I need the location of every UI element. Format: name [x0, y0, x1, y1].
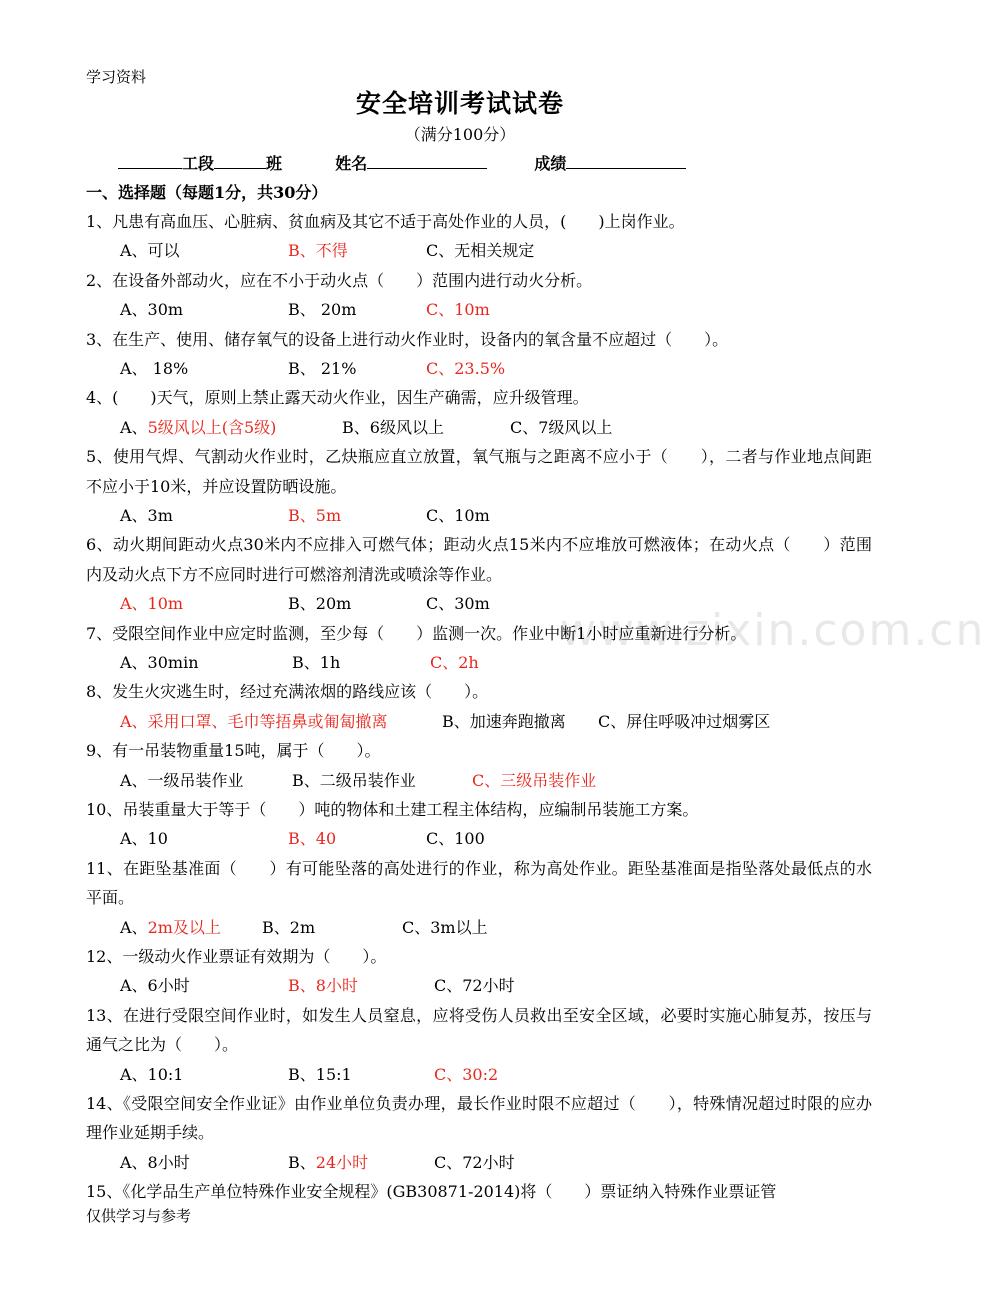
question-text: 9、有一吊装物重量15吨，属于（ ）。	[86, 741, 381, 761]
option-b[interactable]: B、二级吊装作业	[292, 770, 416, 790]
option-a[interactable]: A、6小时	[120, 976, 190, 996]
question-text: 4、( )天气，原则上禁止露天动火作业，因生产确需，应升级管理。	[86, 388, 589, 408]
option-b[interactable]: B、24小时	[288, 1152, 369, 1172]
option-c[interactable]: C、屏住呼吸冲过烟雾区	[598, 711, 771, 731]
option-a[interactable]: A、3m	[120, 506, 173, 525]
option-b[interactable]: B、不得	[288, 241, 348, 261]
option-b[interactable]: B、1h	[292, 653, 341, 672]
question-options	[86, 501, 872, 530]
watermark: www.zixin.com.cn	[560, 605, 985, 656]
name-label: 姓名	[335, 154, 368, 173]
ban-blank[interactable]	[214, 150, 266, 169]
option-a[interactable]: A、8小时	[120, 1152, 190, 1172]
question-text: 14、《受限空间安全作业证》由作业单位负责办理，最长作业时限不应超过（ ），特殊情况超过时限的应办理作业延期手续。	[86, 1093, 872, 1143]
option-c[interactable]: C、无相关规定	[426, 241, 535, 261]
option-c[interactable]: C、10m	[426, 300, 490, 320]
name-blank[interactable]	[367, 150, 487, 169]
option-a[interactable]: A、10	[120, 829, 168, 849]
option-b[interactable]: B、6级风以上	[342, 417, 444, 437]
option-a[interactable]: A、采用口罩、毛巾等捂鼻或匍匐撤离	[120, 711, 388, 731]
question-options	[86, 824, 872, 853]
option-b[interactable]: B、加速奔跑撤离	[442, 711, 566, 731]
option-c[interactable]: C、30:2	[434, 1064, 499, 1084]
question-text: 12、一级动火作业票证有效期为（ ）。	[86, 946, 387, 966]
option-c[interactable]: C、7级风以上	[510, 417, 613, 437]
option-a[interactable]: A、30min	[120, 653, 199, 672]
question-text: 15、《化学品生产单位特殊作业安全规程》(GB30871-2014)将（ ）票证纳入特殊作业票证管	[86, 1182, 777, 1202]
score-label: 成绩	[534, 154, 567, 173]
option-a[interactable]: A、一级吊装作业	[120, 770, 244, 790]
question-text: 2、在设备外部动火，应在不小于动火点（ ）范围内进行动火分析。	[86, 270, 593, 290]
question-text: 5、使用气焊、气割动火作业时，乙炔瓶应直立放置，氧气瓶与之距离不应小于（ ），二者与作业地点间距不应小于10米，并应设置防晒设施。	[86, 447, 872, 496]
footer-note: 仅供学习与参考	[86, 1207, 192, 1225]
option-c[interactable]: C、2h	[430, 653, 479, 672]
option-c[interactable]: C、3m以上	[402, 917, 488, 937]
question-options	[86, 354, 872, 383]
option-a[interactable]: A、5级风以上(含5级)	[120, 417, 277, 437]
question-options	[86, 1148, 872, 1177]
question-options	[86, 971, 872, 1000]
option-b[interactable]: B、8小时	[288, 976, 358, 996]
option-b[interactable]: B、 21%	[288, 359, 357, 378]
option-a[interactable]: A、30m	[120, 300, 184, 320]
question-text: 7、受限空间作业中应定时监测，至少每（ ）监测一次。作业中断1小时应重新进行分析。	[86, 623, 747, 643]
question-list	[86, 207, 872, 1207]
question-text: 3、在生产、使用、储存氧气的设备上进行动火作业时，设备内的氧含量不应超过（ ）。	[86, 329, 729, 349]
question-options	[86, 589, 872, 618]
question-options	[86, 295, 872, 324]
option-c[interactable]: C、100	[426, 829, 485, 849]
question-options	[86, 766, 872, 795]
exam-info-line	[118, 150, 686, 174]
question-text: 6、动火期间距动火点30米内不应排入可燃气体；距动火点15米内不应堆放可燃液体；在动火点（ ）范围内及动火点下方不应同时进行可燃溶剂清洗或喷涂等作业。	[86, 535, 872, 584]
question-options	[86, 913, 872, 942]
option-c[interactable]: C、72小时	[434, 976, 515, 996]
option-b[interactable]: B、40	[288, 829, 337, 849]
question-options	[86, 648, 872, 677]
score-blank[interactable]	[566, 150, 686, 169]
page-title: 安全培训考试试卷	[355, 89, 564, 118]
gongduan-blank[interactable]	[118, 150, 182, 169]
option-a[interactable]: A、10m	[120, 594, 184, 614]
option-b[interactable]: B、20m	[288, 594, 352, 614]
question-options	[86, 236, 872, 265]
question-options	[86, 707, 872, 736]
question-options	[86, 1060, 872, 1089]
page-subtitle: （满分100分）	[404, 125, 516, 144]
option-b[interactable]: B、2m	[262, 917, 316, 937]
option-a[interactable]: A、 18%	[120, 359, 189, 378]
question-text: 1、凡患有高血压、心脏病、贫血病及其它不适于高处作业的人员，( )上岗作业。	[86, 212, 685, 231]
option-c[interactable]: C、30m	[426, 594, 490, 614]
option-b[interactable]: B、15:1	[288, 1064, 352, 1084]
option-c[interactable]: C、10m	[426, 506, 490, 525]
option-a[interactable]: A、可以	[120, 241, 180, 261]
question-options	[86, 413, 872, 442]
option-c[interactable]: C、三级吊装作业	[472, 770, 597, 790]
question-text: 10、吊装重量大于等于（ ）吨的物体和土建工程主体结构，应编制吊装施工方案。	[86, 799, 699, 819]
section-title: 一、选择题（每题1分，共30分）	[86, 183, 328, 202]
option-b[interactable]: B、 20m	[288, 300, 357, 320]
header-note: 学习资料	[86, 68, 147, 86]
ban-label: 班	[266, 154, 283, 173]
gongduan-label: 工段	[182, 154, 215, 173]
option-c[interactable]: C、72小时	[434, 1152, 515, 1172]
option-a[interactable]: A、2m及以上	[120, 917, 221, 937]
option-a[interactable]: A、10:1	[120, 1064, 184, 1084]
option-b[interactable]: B、5m	[288, 506, 342, 525]
option-c[interactable]: C、23.5%	[426, 359, 506, 378]
question-text: 11、在距坠基准面（ ）有可能坠落的高处进行的作业，称为高处作业。距坠基准面是指坠落处最低点的水平面。	[86, 858, 872, 908]
question-text: 8、发生火灾逃生时，经过充满浓烟的路线应该（ ）。	[86, 682, 489, 702]
question-text: 13、在进行受限空间作业时，如发生人员窒息，应将受伤人员救出至安全区域，必要时实施心肺复苏，按压与通气之比为（ ）。	[86, 1005, 872, 1055]
